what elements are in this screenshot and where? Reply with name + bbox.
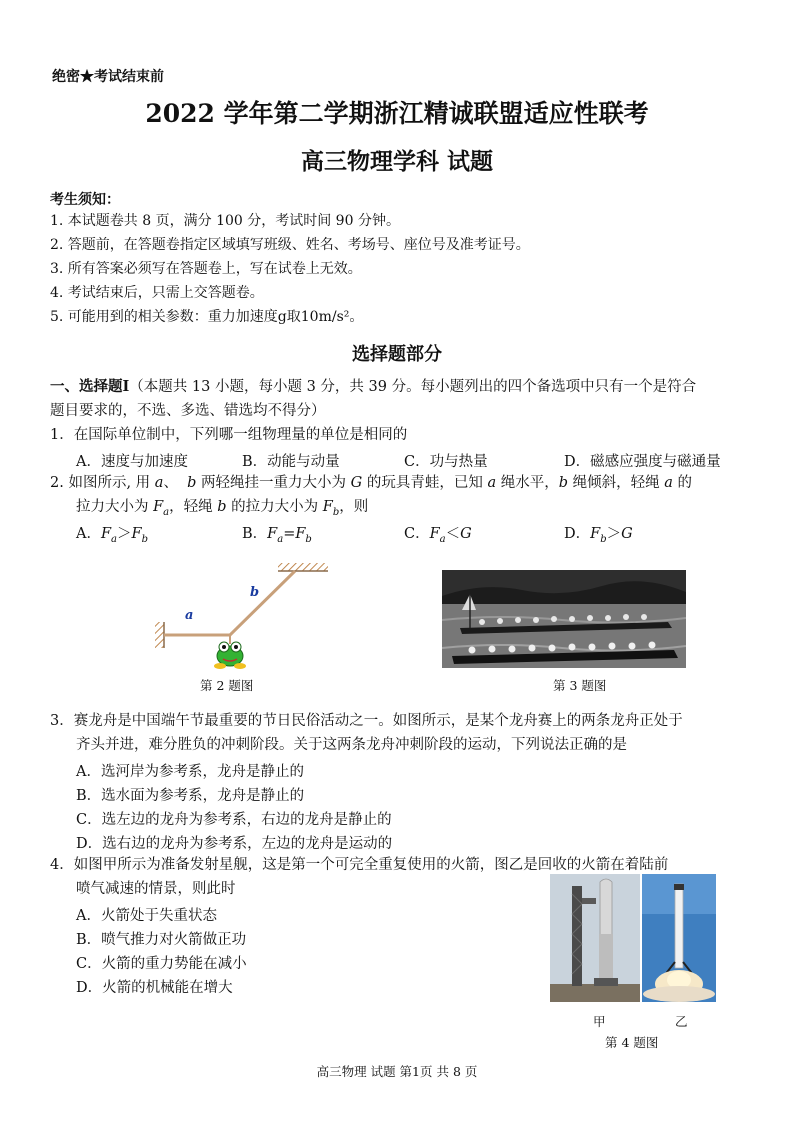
exam-subtitle: 高三物理学科 试题 bbox=[300, 148, 493, 175]
q3-figure-caption: 第 3 题图 bbox=[553, 678, 607, 693]
notice-item-2: 2. 答题前，在答题卷指定区域填写班级、姓名、考场号、座位号及准考证号。 bbox=[50, 237, 530, 253]
q3-option-d: D．选右边的龙舟为参考系，左边的龙舟是运动的 bbox=[76, 836, 393, 852]
part1-label: 一、选择题Ⅰ bbox=[50, 378, 130, 395]
q4-rocket-landing-photo bbox=[642, 874, 716, 1002]
q2-var-fa: $F_a$ bbox=[153, 499, 170, 518]
q2-var-a: a bbox=[487, 475, 497, 491]
part1-desc-2: 题目要求的，不选、多选、错选均不得分） bbox=[50, 403, 326, 419]
notice-item-4: 4. 考试结束后，只需上交答题卷。 bbox=[50, 285, 264, 301]
q3-dragon-boat-photo bbox=[442, 570, 686, 668]
q4-rocket-on-pad-photo bbox=[550, 874, 640, 1002]
notice-heading: 考生须知： bbox=[50, 192, 120, 208]
q3-stem-line1: 3．赛龙舟是中国端午节最重要的节日民俗活动之一。如图所示，是某个龙舟赛上的两条龙舟正处于 bbox=[50, 713, 683, 729]
notice-item-3: 3. 所有答案必须写在答题卷上，写在试卷上无效。 bbox=[50, 261, 362, 277]
q2-var-b: b bbox=[187, 475, 197, 491]
q4-stem-line1: 4．如图甲所示为准备发射星舰，这是第一个可完全重复使用的火箭，图乙是回收的火箭在着陆前 bbox=[50, 857, 669, 873]
q1-option-a: A．速度与加速度 bbox=[76, 454, 188, 470]
q2-var-fb: $F_b$ bbox=[322, 499, 340, 518]
q2-text: 绳水平， bbox=[496, 475, 559, 491]
q2-var-b: b bbox=[558, 475, 569, 491]
q2-text: ，轻绳 bbox=[169, 499, 218, 515]
q2-text: ，则 bbox=[339, 499, 369, 515]
q2-text: 绳倾斜，轻绳 bbox=[568, 475, 665, 491]
q4-option-c: C．火箭的重力势能在减小 bbox=[76, 956, 247, 972]
q2-text: 拉力大小为 bbox=[76, 499, 154, 515]
confidential-label: 绝密★考试结束前 bbox=[52, 69, 164, 85]
notice-item-5: 5. 可能用到的相关参数：重力加速度g取10m/s²。 bbox=[50, 309, 364, 325]
q4-stem-line2: 喷气减速的情景，则此时 bbox=[76, 881, 236, 897]
q4-option-d: D．火箭的机械能在增大 bbox=[76, 980, 233, 996]
q3-option-b: B．选水面为参考系，龙舟是静止的 bbox=[76, 788, 305, 804]
q2-text: 2. 如图所示, 用 bbox=[50, 475, 155, 491]
ceiling-hatch bbox=[278, 563, 328, 571]
q2-var-a: a bbox=[154, 475, 164, 491]
q4-label-jia: 甲 bbox=[593, 1014, 606, 1029]
exam-title: 2022 学年第二学期浙江精诚联盟适应性联考 bbox=[145, 99, 649, 128]
q2-option-a: A．$F_a>F_b$ bbox=[76, 526, 148, 545]
section-title: 选择题部分 bbox=[352, 344, 442, 365]
q3-stem-line2: 齐头并进，难分胜负的冲刺阶段。关于这两条龙舟冲刺阶段的运动，下列说法正确的是 bbox=[76, 737, 627, 753]
q4-option-b: B．喷气推力对火箭做正功 bbox=[76, 932, 247, 948]
label-b: b bbox=[250, 585, 260, 600]
q2-var-a: a bbox=[664, 475, 673, 491]
q4-option-a: A．火箭处于失重状态 bbox=[76, 908, 217, 924]
q2-stem-line2 bbox=[76, 498, 368, 522]
q2-text: 的拉力大小为 bbox=[226, 499, 323, 515]
label-a: a bbox=[185, 608, 194, 623]
q3-option-a: A．选河岸为参考系，龙舟是静止的 bbox=[76, 764, 304, 780]
frog-icon bbox=[214, 642, 246, 669]
part1-header bbox=[50, 378, 696, 396]
rope-b bbox=[230, 571, 295, 635]
q3-option-c: C．选左边的龙舟为参考系，右边的龙舟是静止的 bbox=[76, 812, 392, 828]
q2-option-d: D．$F_b>G$ bbox=[564, 526, 633, 545]
q2-figure-caption: 第 2 题图 bbox=[200, 678, 254, 693]
q4-figure-caption: 第 4 题图 bbox=[605, 1035, 659, 1050]
q2-stem-line1 bbox=[50, 474, 692, 492]
q4-label-yi: 乙 bbox=[675, 1014, 688, 1029]
q2-var-b: b bbox=[217, 499, 227, 515]
q2-text: 两轻绳挂一重力大小为 bbox=[196, 475, 351, 491]
q2-text: 的玩具青蛙，已知 bbox=[362, 475, 488, 491]
q2-var-g: G bbox=[350, 475, 363, 491]
q2-text: 、 bbox=[163, 475, 178, 491]
notice-item-1: 1. 本试题卷共 8 页，满分 100 分，考试时间 90 分钟。 bbox=[50, 213, 400, 229]
page-footer: 高三物理 试题 第1页 共 8 页 bbox=[316, 1064, 478, 1079]
q1-stem: 1．在国际单位制中，下列哪一组物理量的单位是相同的 bbox=[50, 427, 408, 443]
part1-desc-1: （本题共 13 小题，每小题 3 分，共 39 分。每小题列出的四个备选项中只有一个是符合 bbox=[129, 379, 697, 395]
q1-option-d: D．磁感应强度与磁通量 bbox=[564, 454, 721, 470]
q2-option-c: C．$F_a<G$ bbox=[404, 526, 472, 545]
wall-hatch bbox=[155, 622, 164, 648]
q2-rope-diagram bbox=[150, 560, 340, 670]
q2-option-b: B．$F_a=F_b$ bbox=[242, 526, 312, 545]
q1-option-c: C．功与热量 bbox=[404, 454, 488, 470]
q1-option-b: B．动能与动量 bbox=[242, 454, 340, 470]
q2-text: 的 bbox=[672, 475, 693, 491]
